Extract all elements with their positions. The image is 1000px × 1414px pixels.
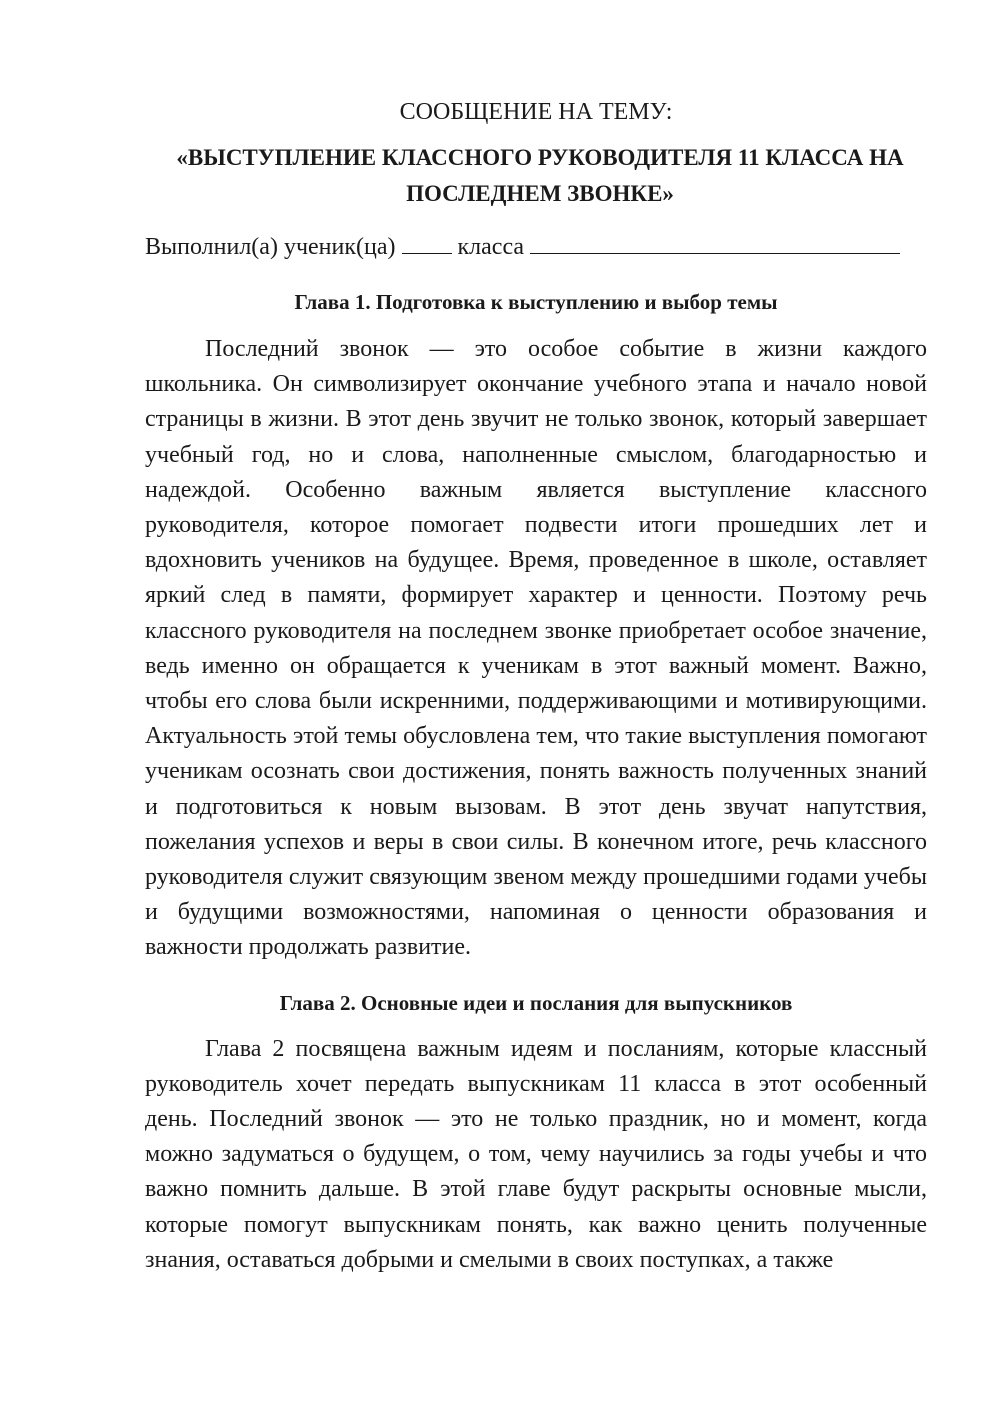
chapter-2-title: Глава 2. Основные идеи и послания для выпускников — [279, 990, 793, 1015]
author-class-word: класса — [457, 234, 525, 260]
document-title-line-2: ПОСЛЕДНЕМ ЗВОНКЕ» — [406, 181, 674, 206]
class-number-blank — [402, 231, 452, 254]
chapter-2-paragraph: Глава 2 посвящена важным идеям и посланиям, которые классный руководитель хочет передать выпускникам 11 класса в этот особенный день. Последний звонок — это не только праздник, но и момент, когда можно задуматься о будущем, о том, чему научились за годы учебы и что важно помнить дальше. В этой главе будут раскрыты основные мысли, которые помогут выпускникам понять, как важно ценить полученные знания, оставаться добрыми и смелыми в своих поступках, а также — [145, 1035, 927, 1273]
author-line — [145, 229, 927, 265]
document-header: СООБЩЕНИЕ НА ТЕМУ: — [399, 99, 673, 125]
document-title-line-1: «ВЫСТУПЛЕНИЕ КЛАССНОГО РУКОВОДИТЕЛЯ 11 КЛАССА НА — [176, 145, 904, 170]
author-prefix: Выполнил(а) ученик(ца) — [145, 234, 396, 260]
chapter-1-paragraph: Последний звонок — это особое событие в жизни каждого школьника. Он символизирует окончание учебного этапа и начало новой страницы в жизни. В этот день звучит не только звонок, который завершает учебный год, но и слова, наполненные смыслом, благодарностью и надеждой. Особенно важным является выступление классного руководителя, которое помогает подвести итоги прошедших лет и вдохновить учеников на будущее. Время, проведенное в школе, оставляет яркий след в памяти, формирует характер и ценности. Поэтому речь классного руководителя на последнем звонке приобретает особое значение, ведь именно он обращается к ученикам в этот важный момент. Важно, чтобы его слова были искренними, поддерживающими и мотивирующими. Актуальность этой темы обусловлена тем, что такие выступления помогают ученикам осознать свои достижения, понять важность полученных знаний и подготовиться к новым вызовам. В этот день звучат напутствия, пожелания успехов и веры в свои силы. В конечном итоге, речь классного руководителя служит связующим звеном между прошедшими годами учебы и будущими возможностями, напоминая о ценности образования и важности продолжать развитие. — [145, 336, 927, 961]
chapter-1-title: Глава 1. Подготовка к выступлению и выбор темы — [294, 290, 778, 314]
document-title — [145, 140, 935, 212]
student-name-blank — [530, 231, 900, 254]
